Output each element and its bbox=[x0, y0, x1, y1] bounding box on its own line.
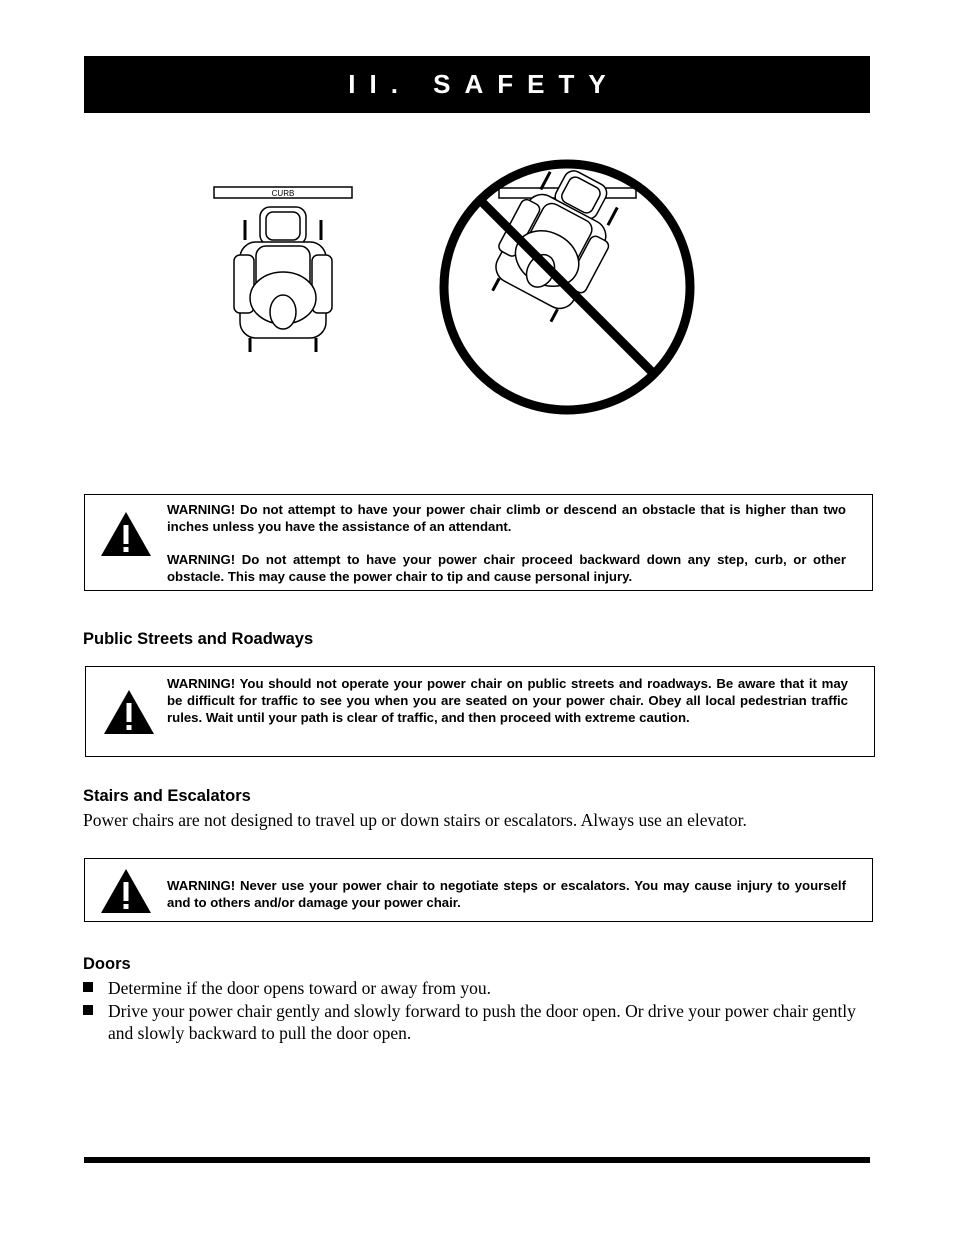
section-heading-streets: Public Streets and Roadways bbox=[83, 630, 314, 648]
warning-paragraph: WARNING! Never use your power chair to negotiate steps or escalators. You may cause injury to yourself and to others and/or damage your power chair. bbox=[167, 878, 846, 910]
doors-bullet-list bbox=[83, 977, 863, 1045]
correct-approach-figure bbox=[214, 187, 352, 352]
section-heading-doors: Doors bbox=[83, 955, 131, 973]
list-item-text: Determine if the door opens toward or away from you. bbox=[108, 978, 491, 998]
warning-text bbox=[167, 675, 848, 726]
power-chair-top-view bbox=[234, 207, 332, 352]
stairs-body-text: Power chairs are not designed to travel up or down stairs or escalators. Always use an elevator. bbox=[83, 810, 747, 830]
curb-approach-illustration bbox=[200, 150, 720, 430]
page-title: II. SAFETY bbox=[348, 69, 620, 99]
section-heading-stairs: Stairs and Escalators bbox=[83, 787, 251, 805]
incorrect-approach-figure bbox=[444, 155, 690, 410]
warning-triangle-icon bbox=[100, 511, 152, 557]
curb-label: CURB bbox=[271, 189, 295, 198]
section-header bbox=[84, 56, 870, 113]
warning-text bbox=[167, 877, 846, 911]
footer-rule bbox=[84, 1157, 870, 1163]
warning-box-obstacles bbox=[84, 494, 873, 591]
warning-text bbox=[167, 501, 846, 585]
list-item bbox=[83, 977, 863, 999]
warning-paragraph: WARNING! Do not attempt to have your power chair proceed backward down any step, curb, or other obstacle. This may cause the power chair to tip and cause personal injury. bbox=[167, 552, 846, 584]
warning-triangle-icon bbox=[103, 689, 155, 735]
warning-paragraph: WARNING! Do not attempt to have your power chair climb or descend an obstacle that is higher than two inches unless you have the assistance of an attendant. bbox=[167, 502, 846, 534]
list-item bbox=[83, 1000, 863, 1044]
list-item-text: Drive your power chair gently and slowly forward to push the door open. Or drive your power chair gently and slowly backward to pull the door open. bbox=[108, 1001, 856, 1043]
square-bullet-icon bbox=[83, 982, 93, 992]
square-bullet-icon bbox=[83, 1005, 93, 1015]
warning-triangle-icon bbox=[100, 868, 152, 914]
warning-box-streets bbox=[85, 666, 875, 757]
warning-box-stairs bbox=[84, 858, 873, 922]
warning-paragraph: WARNING! You should not operate your power chair on public streets and roadways. Be aware that it may be difficult for traffic to see you when you are seated on your power chair. Obey all local pedestrian traffic rules. Wait until your path is clear of traffic, and then proceed with extreme caution. bbox=[167, 676, 848, 725]
